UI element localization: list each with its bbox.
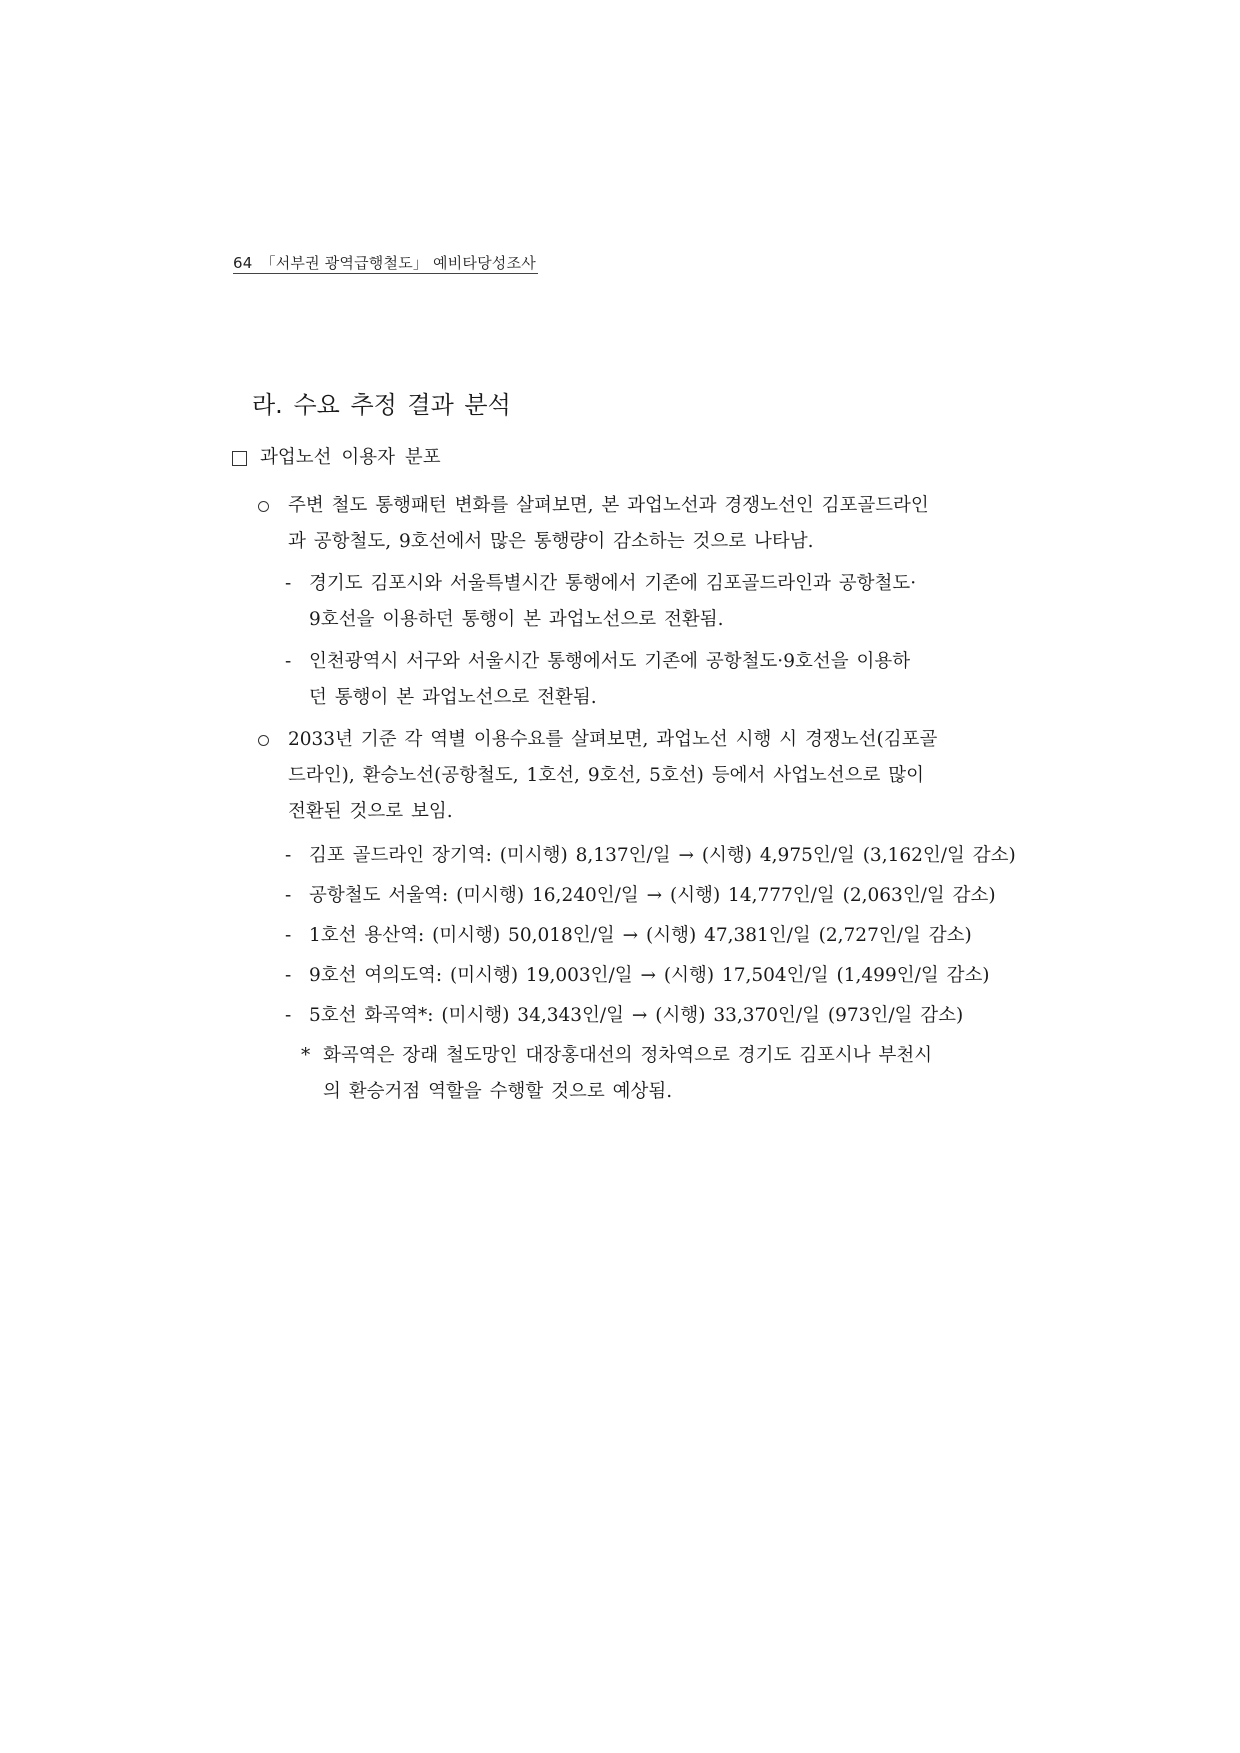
station-demand-line: 1호선 용산역: (미시행) 50,018인/일 → (시행) 47,381인/일 (2,727인/일 감소) (309, 925, 972, 946)
section-title: 라. 수요 추정 결과 분석 (252, 391, 511, 419)
paragraph-line: 과 공항철도, 9호선에서 많은 통행량이 감소하는 것으로 나타남. (288, 531, 814, 552)
header-rule (233, 273, 538, 274)
square-bullet-icon (232, 451, 247, 466)
page-number: 64 (233, 254, 253, 272)
footnote-line: 화곡역은 장래 철도망인 대장홍대선의 정차역으로 경기도 김포시나 부천시 (323, 1045, 933, 1066)
paragraph-line: 던 통행이 본 과업노선으로 전환됨. (309, 687, 597, 708)
paragraph-line: 2033년 기준 각 역별 이용수요를 살펴보면, 과업노선 시행 시 경쟁노선(김포골 (288, 729, 938, 750)
asterisk-marker: * (301, 1045, 311, 1066)
paragraph-line: 전환된 것으로 보임. (288, 801, 453, 822)
dash-marker: - (285, 965, 292, 986)
dash-marker: - (285, 885, 292, 906)
dash-marker: - (285, 845, 292, 866)
station-demand-line: 5호선 화곡역*: (미시행) 34,343인/일 → (시행) 33,370인/일 (973인/일 감소) (309, 1005, 964, 1026)
running-header (233, 252, 536, 273)
circle-bullet-icon (258, 501, 269, 512)
paragraph-line: 경기도 김포시와 서울특별시간 통행에서 기존에 김포골드라인과 공항철도· (309, 573, 917, 594)
paragraph-line: 드라인), 환승노선(공항철도, 1호선, 9호선, 5호선) 등에서 사업노선으로 많이 (288, 765, 925, 786)
dash-marker: - (285, 925, 292, 946)
paragraph-line: 9호선을 이용하던 통행이 본 과업노선으로 전환됨. (309, 609, 724, 630)
station-demand-line: 공항철도 서울역: (미시행) 16,240인/일 → (시행) 14,777인/일 (2,063인/일 감소) (309, 885, 996, 906)
dash-marker: - (285, 1005, 292, 1026)
station-demand-line: 김포 골드라인 장기역: (미시행) 8,137인/일 → (시행) 4,975인/일 (3,162인/일 감소) (309, 845, 1016, 866)
dash-marker: - (285, 573, 292, 594)
station-demand-line: 9호선 여의도역: (미시행) 19,003인/일 → (시행) 17,504인/일 (1,499인/일 감소) (309, 965, 990, 986)
footnote-line: 의 환승거점 역할을 수행할 것으로 예상됨. (323, 1081, 673, 1102)
subsection-heading-text: 과업노선 이용자 분포 (260, 447, 441, 468)
paragraph-line: 인천광역시 서구와 서울시간 통행에서도 기존에 공항철도·9호선을 이용하 (309, 651, 911, 672)
document-title: 「서부권 광역급행철도」 예비타당성조사 (260, 254, 536, 272)
paragraph-line: 주변 철도 통행패턴 변화를 살펴보면, 본 과업노선과 경쟁노선인 김포골드라인 (288, 495, 929, 516)
dash-marker: - (285, 651, 292, 672)
circle-bullet-icon (258, 735, 269, 746)
